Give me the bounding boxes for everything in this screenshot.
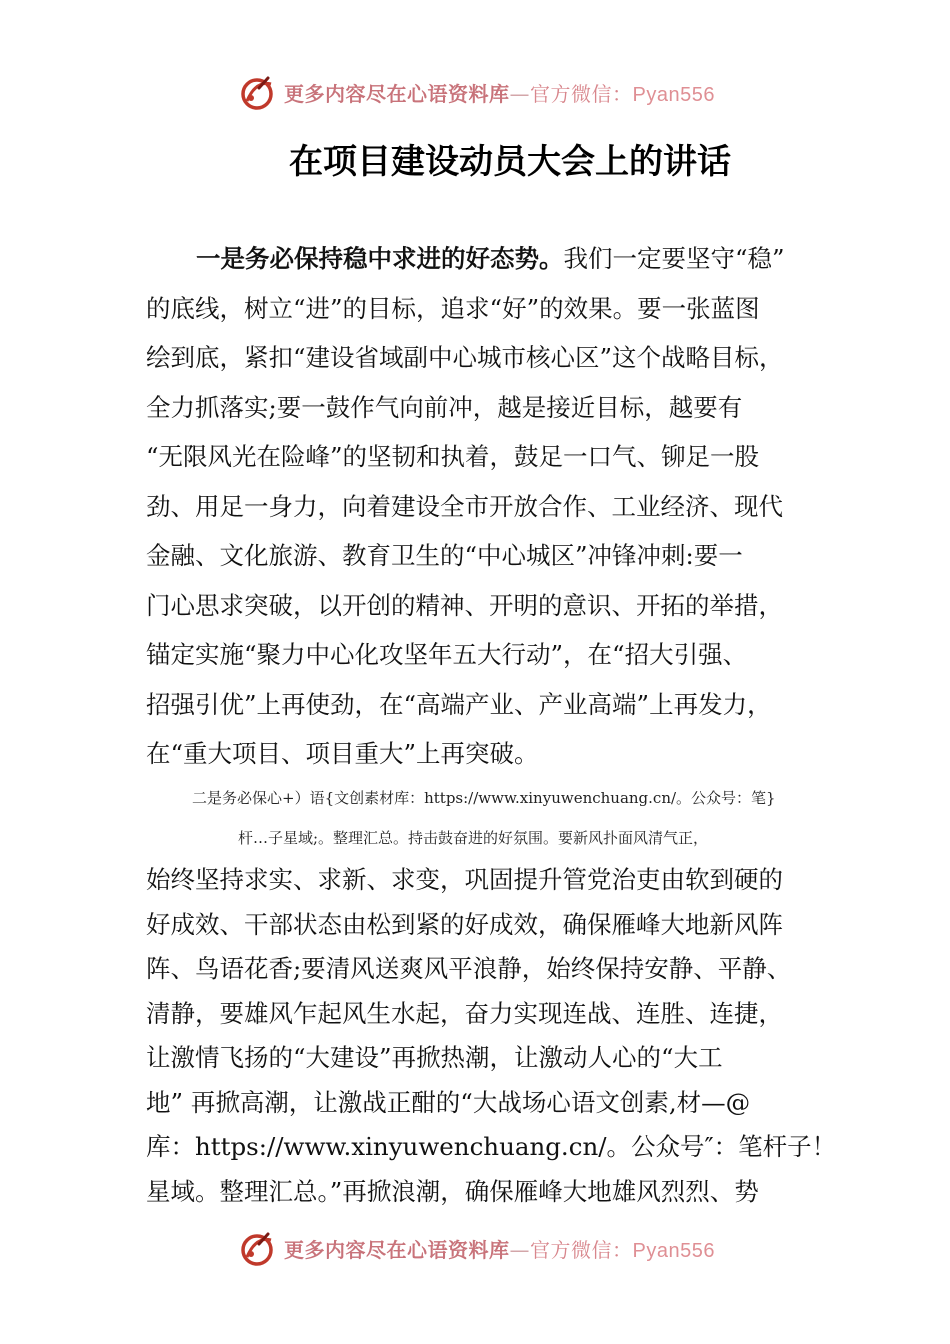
watermark-text: [284, 1236, 715, 1265]
paragraph-2: [146, 858, 837, 1214]
paragraph-1-line: 绘到底，紧扣“建设省域副中心城市核心区”这个战略目标，: [146, 343, 784, 372]
watermark-wechat-id: Pyan556: [632, 1240, 715, 1262]
paragraph-2-line: 地” 再掀高潮，让激战正酣的“大战场心语文创素,材—@: [146, 1087, 751, 1117]
paragraph-1-line: “无限风光在险峰”的坚韧和执着，鼓足一口气、铆足一股: [146, 442, 760, 471]
paragraph-1-line-text: 我们一定要坚守“稳”: [563, 244, 785, 273]
watermark-wechat-label: 官方微信：: [530, 82, 633, 106]
paragraph-1-line: 的底线，树立“进”的目标，追求“好”的效果。要一张蓝图: [146, 293, 760, 323]
paragraph-2-line: 星域。整理汇总。”再掀浪潮，确保雁峰大地雄风烈烈、势: [146, 1176, 759, 1206]
paragraph-2-line: 让激情飞扬的“大建设”再掀热潮，让激动人心的“大工: [146, 1043, 723, 1072]
library-logo-icon: [238, 74, 278, 114]
paragraph-2-line: 好成效、干部状态由松到紧的好成效，确保雁峰大地新风阵: [146, 909, 783, 939]
document-title: 在项目建设动员大会上的讲话: [289, 142, 731, 182]
paragraph-2-line: 库：https://www.xinyuwenchuang.cn/。公众号″：笔杆子！: [146, 1132, 837, 1161]
paragraph-2-line: 阵、鸟语花香;要清风送爽风平浪静，始终保持安静、平静、: [146, 954, 792, 983]
paragraph-1-line: 在“重大项目、项目重大”上再突破。: [146, 739, 539, 768]
watermark-separator: —: [509, 82, 530, 106]
watermark-separator: —: [509, 1238, 530, 1262]
watermark-main-text: 更多内容尽在心语资料库: [284, 1238, 510, 1262]
paragraph-1: [146, 234, 826, 779]
watermark-wechat-label: 官方微信：: [530, 1238, 633, 1262]
paragraph-2-line: 始终坚持求实、求新、求变，巩固提升管党治吏由软到硬的: [146, 865, 783, 894]
watermark-main-text: 更多内容尽在心语资料库: [284, 82, 510, 106]
paragraph-1-line: 金融、文化旅游、教育卫生的“中心城区”冲锋冲刺:要一: [146, 541, 743, 570]
paragraph-2-line: 清静，要雄风乍起风生水起，奋力实现连战、连胜、连捷，: [146, 998, 783, 1028]
watermark-wechat-id: Pyan556: [632, 84, 715, 106]
library-logo-icon: [238, 1230, 278, 1270]
paragraph-1-line: 劲、用足一身力，向着建设全市开放合作、工业经济、现代: [146, 491, 783, 521]
paragraph-1-line: 锚定实施“聚力中心化攻坚年五大行动”，在“招大引强、: [146, 640, 748, 669]
paragraph-1-line: 门心思求突破，以开创的精神、开明的意识、开拓的举措，: [146, 590, 783, 620]
paragraph-1-lead: 一是务必保持稳中求进的好态势。: [196, 244, 564, 273]
small-text-line-2: 杆…子星域;。整理汇总。持击鼓奋进的好氛围。要新风扑面风清气正，: [238, 829, 709, 847]
paragraph-1-line: [146, 234, 826, 284]
small-text-line-1: 二是务必保心+）语{文创素材库：https://www.xinyuwenchuang.cn/。公众号：笔}: [192, 789, 776, 807]
header-watermark-banner: [0, 74, 950, 114]
paragraph-1-line: 招强引优”上再使劲，在“高端产业、产业高端”上再发力，: [146, 689, 772, 719]
watermark-text: [284, 80, 715, 109]
paragraph-1-line: 全力抓落实;要一鼓作气向前冲，越是接近目标，越要有: [146, 392, 743, 422]
footer-watermark-banner: [0, 1230, 950, 1270]
